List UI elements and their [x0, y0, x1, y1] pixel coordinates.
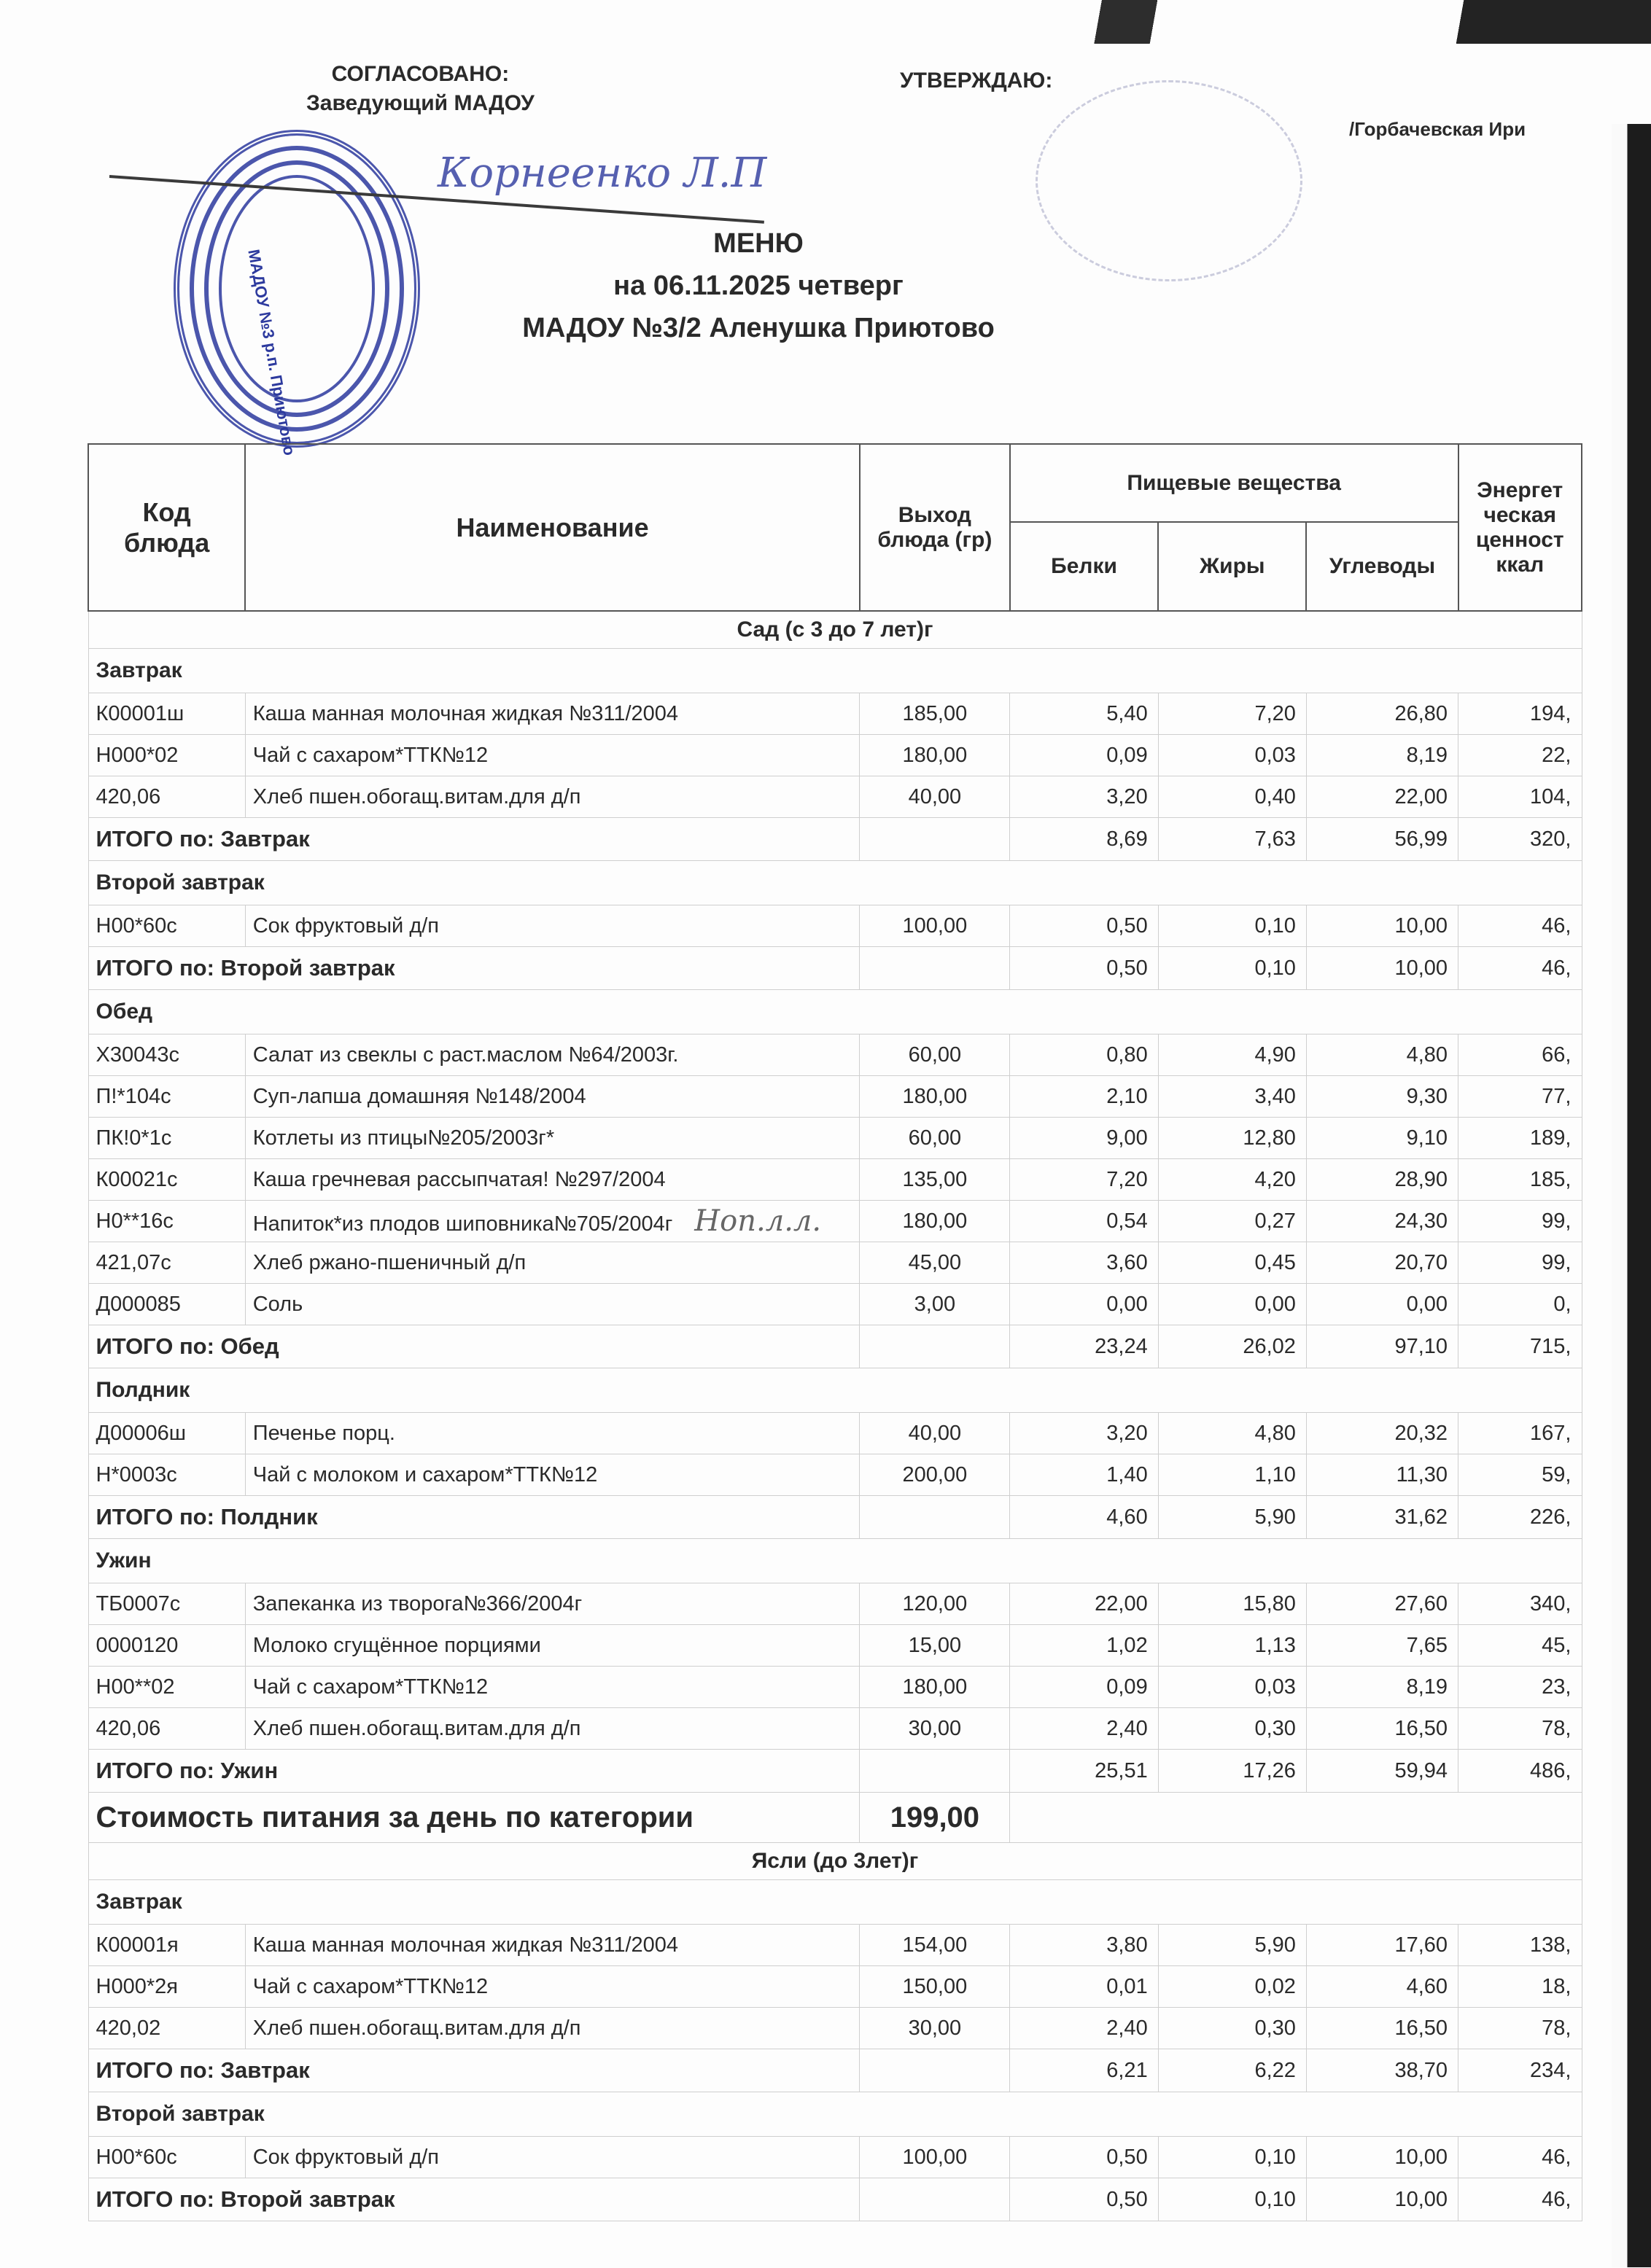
table-row	[88, 1583, 1582, 1625]
dish-proteins: 3,60	[1010, 1242, 1158, 1284]
dish-code: 420,02	[88, 2008, 245, 2049]
header-output: Выход блюда (гр)	[860, 444, 1010, 611]
dish-energy: 59,	[1458, 1454, 1582, 1496]
table-row	[88, 1118, 1582, 1159]
category-row	[88, 611, 1582, 649]
handwritten-note: Ноп.л.л.	[694, 1204, 822, 1238]
meal-heading-row	[88, 649, 1582, 693]
dish-carbs: 4,80	[1306, 1034, 1458, 1076]
dish-proteins: 0,80	[1010, 1034, 1158, 1076]
dish-energy: 78,	[1458, 2008, 1582, 2049]
header-fats: Жиры	[1158, 522, 1306, 611]
total-label: ИТОГО по: Полдник	[88, 1496, 860, 1539]
meal-total-row	[88, 2178, 1582, 2221]
dish-name-cell	[245, 693, 860, 735]
dish-output: 60,00	[860, 1034, 1010, 1076]
dish-code: 420,06	[88, 776, 245, 818]
dish-proteins: 7,20	[1010, 1159, 1158, 1201]
dish-fats: 12,80	[1158, 1118, 1306, 1159]
dish-fats: 0,45	[1158, 1242, 1306, 1284]
dish-output: 60,00	[860, 1118, 1010, 1159]
dish-energy: 23,	[1458, 1667, 1582, 1708]
dish-output: 200,00	[860, 1454, 1010, 1496]
dish-fats: 0,10	[1158, 2137, 1306, 2178]
table-row	[88, 1966, 1582, 2008]
dish-name-cell	[245, 1201, 860, 1242]
total-carbs: 59,94	[1306, 1750, 1458, 1793]
dish-name: Чай с сахаром*ТТК№12	[252, 1675, 489, 1699]
dish-fats: 0,40	[1158, 776, 1306, 818]
dish-code: ТБ0007с	[88, 1583, 245, 1625]
header-name: Наименование	[245, 444, 860, 611]
dish-name: Суп-лапша домашняя №148/2004	[252, 1084, 586, 1108]
dish-energy: 18,	[1458, 1966, 1582, 2008]
dish-name: Сок фруктовый д/п	[252, 913, 439, 938]
table-row	[88, 2008, 1582, 2049]
dish-code: Н00*60с	[88, 2137, 245, 2178]
dish-output: 100,00	[860, 2137, 1010, 2178]
total-fats: 0,10	[1158, 2178, 1306, 2221]
agreed-signature: Корнеенко Л.П	[438, 149, 767, 197]
dish-output: 3,00	[860, 1284, 1010, 1325]
dish-proteins: 0,09	[1010, 1667, 1158, 1708]
total-output-empty	[860, 818, 1010, 861]
dish-code: Х30043с	[88, 1034, 245, 1076]
meal-title: Второй завтрак	[88, 2092, 1582, 2137]
dish-carbs: 10,00	[1306, 905, 1458, 947]
dish-fats: 0,03	[1158, 735, 1306, 776]
total-energy: 486,	[1458, 1750, 1582, 1793]
meal-heading-row	[88, 1880, 1582, 1925]
total-fats: 0,10	[1158, 947, 1306, 990]
dish-name-cell	[245, 1625, 860, 1667]
dish-code: К00021с	[88, 1159, 245, 1201]
dish-name-cell	[245, 1708, 860, 1750]
dish-name: Молоко сгущённое порциями	[252, 1633, 541, 1657]
meal-heading-row	[88, 861, 1582, 905]
category-title: Сад (с 3 до 7 лет)г	[88, 611, 1582, 649]
dish-energy: 78,	[1458, 1708, 1582, 1750]
meal-heading-row	[88, 1539, 1582, 1583]
dish-name-cell	[245, 1583, 860, 1625]
photo-background-edge	[963, 0, 1651, 44]
dish-name: Соль	[252, 1292, 303, 1316]
dish-name-cell	[245, 905, 860, 947]
dish-proteins: 1,02	[1010, 1625, 1158, 1667]
dish-name: Печенье порц.	[252, 1421, 395, 1445]
table-row	[88, 1413, 1582, 1454]
dish-name-cell	[245, 1284, 860, 1325]
dish-proteins: 0,09	[1010, 735, 1158, 776]
document-title	[467, 222, 1050, 349]
dish-code: Д00006ш	[88, 1413, 245, 1454]
dish-proteins: 0,01	[1010, 1966, 1158, 2008]
dish-output: 100,00	[860, 905, 1010, 947]
dish-code: ПК!0*1с	[88, 1118, 245, 1159]
meal-total-row	[88, 1750, 1582, 1793]
table-row	[88, 1284, 1582, 1325]
meal-title: Второй завтрак	[88, 861, 1582, 905]
total-label: ИТОГО по: Завтрак	[88, 818, 860, 861]
dish-name: Салат из свеклы с раст.маслом №64/2003г.	[252, 1043, 679, 1067]
total-carbs: 31,62	[1306, 1496, 1458, 1539]
dish-carbs: 0,00	[1306, 1284, 1458, 1325]
dish-fats: 1,13	[1158, 1625, 1306, 1667]
total-label: ИТОГО по: Второй завтрак	[88, 947, 860, 990]
dish-energy: 22,	[1458, 735, 1582, 776]
dish-fats: 0,30	[1158, 1708, 1306, 1750]
dish-carbs: 8,19	[1306, 1667, 1458, 1708]
dish-code: 0000120	[88, 1625, 245, 1667]
dish-output: 180,00	[860, 735, 1010, 776]
dish-carbs: 17,60	[1306, 1925, 1458, 1966]
category-title: Ясли (до 3лет)г	[88, 1843, 1582, 1880]
dish-name: Котлеты из птицы№205/2003г*	[252, 1126, 555, 1150]
dish-carbs: 22,00	[1306, 776, 1458, 818]
total-proteins: 8,69	[1010, 818, 1158, 861]
daily-cost-empty	[1010, 1793, 1582, 1843]
dish-proteins: 3,20	[1010, 1413, 1158, 1454]
dish-fats: 5,90	[1158, 1925, 1306, 1966]
dish-name-cell	[245, 1925, 860, 1966]
meal-title: Ужин	[88, 1539, 1582, 1583]
dish-carbs: 28,90	[1306, 1159, 1458, 1201]
dish-carbs: 20,70	[1306, 1242, 1458, 1284]
dish-proteins: 0,50	[1010, 2137, 1158, 2178]
stamp-icon	[174, 130, 420, 448]
total-output-empty	[860, 1750, 1010, 1793]
table-row	[88, 1034, 1582, 1076]
dish-energy: 46,	[1458, 2137, 1582, 2178]
dish-code: П!*104с	[88, 1076, 245, 1118]
total-energy: 320,	[1458, 818, 1582, 861]
dish-code: Н00**02	[88, 1667, 245, 1708]
dish-energy: 77,	[1458, 1076, 1582, 1118]
header-carbs: Углеводы	[1306, 522, 1458, 611]
dish-proteins: 0,50	[1010, 905, 1158, 947]
total-proteins: 23,24	[1010, 1325, 1158, 1368]
dish-output: 185,00	[860, 693, 1010, 735]
dish-output: 150,00	[860, 1966, 1010, 2008]
menu-table	[88, 443, 1582, 2221]
dish-energy: 99,	[1458, 1242, 1582, 1284]
dish-name: Каша гречневая рассыпчатая! №297/2004	[252, 1167, 666, 1191]
meal-total-row	[88, 2049, 1582, 2092]
dish-name-cell	[245, 1667, 860, 1708]
total-carbs: 10,00	[1306, 947, 1458, 990]
dish-proteins: 2,40	[1010, 2008, 1158, 2049]
total-proteins: 4,60	[1010, 1496, 1158, 1539]
dish-fats: 1,10	[1158, 1454, 1306, 1496]
header-code: Код блюда	[88, 444, 245, 611]
agreed-position: Заведующий МАДОУ	[306, 91, 535, 115]
meal-heading-row	[88, 990, 1582, 1034]
dish-output: 40,00	[860, 776, 1010, 818]
stamp-icon	[1036, 80, 1302, 281]
dish-energy: 185,	[1458, 1159, 1582, 1201]
total-label: ИТОГО по: Завтрак	[88, 2049, 860, 2092]
dish-output: 180,00	[860, 1076, 1010, 1118]
table-row	[88, 1667, 1582, 1708]
dish-fats: 3,40	[1158, 1076, 1306, 1118]
total-fats: 7,63	[1158, 818, 1306, 861]
total-energy: 46,	[1458, 2178, 1582, 2221]
dish-name: Хлеб пшен.обогащ.витам.для д/п	[252, 784, 581, 808]
dish-proteins: 9,00	[1010, 1118, 1158, 1159]
dish-proteins: 0,54	[1010, 1201, 1158, 1242]
dish-fats: 4,90	[1158, 1034, 1306, 1076]
meal-heading-row	[88, 2092, 1582, 2137]
dish-proteins: 0,00	[1010, 1284, 1158, 1325]
dish-proteins: 2,10	[1010, 1076, 1158, 1118]
dish-energy: 138,	[1458, 1925, 1582, 1966]
photo-background-edge	[1612, 124, 1651, 2267]
dish-fats: 4,20	[1158, 1159, 1306, 1201]
meal-heading-row	[88, 1368, 1582, 1413]
dish-name: Напиток*из плодов шиповника№705/2004г	[252, 1212, 673, 1236]
dish-energy: 46,	[1458, 905, 1582, 947]
dish-energy: 167,	[1458, 1413, 1582, 1454]
dish-carbs: 20,32	[1306, 1413, 1458, 1454]
total-energy: 46,	[1458, 947, 1582, 990]
meal-title: Обед	[88, 990, 1582, 1034]
daily-cost-label: Стоимость питания за день по категории	[88, 1793, 860, 1843]
dish-name: Каша манная молочная жидкая №311/2004	[252, 1933, 679, 1957]
dish-code: 420,06	[88, 1708, 245, 1750]
dish-name-cell	[245, 1076, 860, 1118]
total-proteins: 6,21	[1010, 2049, 1158, 2092]
table-row	[88, 1454, 1582, 1496]
meal-total-row	[88, 1325, 1582, 1368]
agreed-label: СОГЛАСОВАНО:	[331, 62, 510, 86]
total-carbs: 38,70	[1306, 2049, 1458, 2092]
table-row	[88, 693, 1582, 735]
dish-code: Н*0003с	[88, 1454, 245, 1496]
dish-name: Хлеб пшен.обогащ.витам.для д/п	[252, 2016, 581, 2040]
total-fats: 17,26	[1158, 1750, 1306, 1793]
dish-carbs: 24,30	[1306, 1201, 1458, 1242]
total-energy: 226,	[1458, 1496, 1582, 1539]
total-carbs: 10,00	[1306, 2178, 1458, 2221]
total-carbs: 97,10	[1306, 1325, 1458, 1368]
table-row	[88, 1708, 1582, 1750]
dish-output: 120,00	[860, 1583, 1010, 1625]
dish-energy: 194,	[1458, 693, 1582, 735]
dish-code: К00001я	[88, 1925, 245, 1966]
dish-name: Каша манная молочная жидкая №311/2004	[252, 701, 679, 725]
table-row	[88, 905, 1582, 947]
dish-output: 30,00	[860, 1708, 1010, 1750]
dish-energy: 45,	[1458, 1625, 1582, 1667]
dish-code: 421,07с	[88, 1242, 245, 1284]
total-proteins: 0,50	[1010, 947, 1158, 990]
dish-carbs: 9,30	[1306, 1076, 1458, 1118]
title-date: на 06.11.2025 четверг	[613, 270, 904, 301]
total-carbs: 56,99	[1306, 818, 1458, 861]
dish-fats: 0,03	[1158, 1667, 1306, 1708]
total-energy: 234,	[1458, 2049, 1582, 2092]
dish-name: Сок фруктовый д/п	[252, 2145, 439, 2169]
total-proteins: 25,51	[1010, 1750, 1158, 1793]
meal-title: Полдник	[88, 1368, 1582, 1413]
meal-title: Завтрак	[88, 649, 1582, 693]
dish-energy: 0,	[1458, 1284, 1582, 1325]
dish-carbs: 27,60	[1306, 1583, 1458, 1625]
dish-name: Чай с сахаром*ТТК№12	[252, 1974, 489, 1998]
total-output-empty	[860, 1325, 1010, 1368]
table-row	[88, 776, 1582, 818]
dish-name: Запеканка из творога№366/2004г	[252, 1591, 583, 1616]
dish-fats: 0,27	[1158, 1201, 1306, 1242]
dish-carbs: 7,65	[1306, 1625, 1458, 1667]
header-proteins: Белки	[1010, 522, 1158, 611]
meal-total-row	[88, 947, 1582, 990]
dish-fats: 0,02	[1158, 1966, 1306, 2008]
dish-output: 135,00	[860, 1159, 1010, 1201]
dish-code: Д000085	[88, 1284, 245, 1325]
header-energy: Энергет ческая ценност ккал	[1458, 444, 1582, 611]
dish-carbs: 4,60	[1306, 1966, 1458, 2008]
approve-label: УТВЕРЖДАЮ:	[900, 69, 1053, 93]
meal-total-row	[88, 818, 1582, 861]
dish-fats: 0,10	[1158, 905, 1306, 947]
meal-title: Завтрак	[88, 1880, 1582, 1925]
menu-table-body	[88, 611, 1582, 2221]
dish-name-cell	[245, 1034, 860, 1076]
total-label: ИТОГО по: Второй завтрак	[88, 2178, 860, 2221]
table-row	[88, 1925, 1582, 1966]
dish-name-cell	[245, 2137, 860, 2178]
total-energy: 715,	[1458, 1325, 1582, 1368]
dish-name-cell	[245, 1118, 860, 1159]
dish-code: Н000*02	[88, 735, 245, 776]
dish-code: Н0**16с	[88, 1201, 245, 1242]
dish-name-cell	[245, 1966, 860, 2008]
total-fats: 5,90	[1158, 1496, 1306, 1539]
approver-name: /Горбачевская Ири	[1349, 118, 1526, 140]
table-row	[88, 1159, 1582, 1201]
dish-carbs: 16,50	[1306, 2008, 1458, 2049]
dish-code: Н000*2я	[88, 1966, 245, 2008]
dish-output: 154,00	[860, 1925, 1010, 1966]
dish-name-cell	[245, 1242, 860, 1284]
total-fats: 6,22	[1158, 2049, 1306, 2092]
dish-output: 15,00	[860, 1625, 1010, 1667]
dish-energy: 104,	[1458, 776, 1582, 818]
dish-name-cell	[245, 776, 860, 818]
total-fats: 26,02	[1158, 1325, 1306, 1368]
dish-fats: 15,80	[1158, 1583, 1306, 1625]
dish-proteins: 2,40	[1010, 1708, 1158, 1750]
total-label: ИТОГО по: Обед	[88, 1325, 860, 1368]
dish-code: Н00*60с	[88, 905, 245, 947]
dish-output: 180,00	[860, 1201, 1010, 1242]
dish-fats: 0,00	[1158, 1284, 1306, 1325]
dish-proteins: 5,40	[1010, 693, 1158, 735]
dish-name-cell	[245, 735, 860, 776]
total-proteins: 0,50	[1010, 2178, 1158, 2221]
dish-carbs: 10,00	[1306, 2137, 1458, 2178]
table-row	[88, 1076, 1582, 1118]
dish-proteins: 22,00	[1010, 1583, 1158, 1625]
title-menu: МЕНЮ	[713, 228, 804, 259]
dish-carbs: 9,10	[1306, 1118, 1458, 1159]
dish-name-cell	[245, 1413, 860, 1454]
dish-code: К00001ш	[88, 693, 245, 735]
total-label: ИТОГО по: Ужин	[88, 1750, 860, 1793]
dish-name: Чай с сахаром*ТТК№12	[252, 743, 489, 767]
category-row	[88, 1843, 1582, 1880]
dish-energy: 340,	[1458, 1583, 1582, 1625]
dish-fats: 0,30	[1158, 2008, 1306, 2049]
dish-name-cell	[245, 1159, 860, 1201]
dish-output: 45,00	[860, 1242, 1010, 1284]
table-row	[88, 1201, 1582, 1242]
dish-output: 180,00	[860, 1667, 1010, 1708]
table-row	[88, 735, 1582, 776]
meal-total-row	[88, 1496, 1582, 1539]
dish-carbs: 8,19	[1306, 735, 1458, 776]
dish-fats: 4,80	[1158, 1413, 1306, 1454]
dish-proteins: 3,20	[1010, 776, 1158, 818]
dish-energy: 189,	[1458, 1118, 1582, 1159]
dish-name-cell	[245, 2008, 860, 2049]
dish-name: Чай с молоком и сахаром*ТТК№12	[252, 1462, 598, 1486]
dish-proteins: 3,80	[1010, 1925, 1158, 1966]
dish-carbs: 26,80	[1306, 693, 1458, 735]
dish-proteins: 1,40	[1010, 1454, 1158, 1496]
stamp-text: МАДОУ №3 р.п. Приютово	[244, 248, 299, 457]
dish-fats: 7,20	[1158, 693, 1306, 735]
dish-energy: 66,	[1458, 1034, 1582, 1076]
title-institution: МАДОУ №3/2 Аленушка Приютово	[522, 313, 995, 343]
total-output-empty	[860, 1496, 1010, 1539]
total-output-empty	[860, 947, 1010, 990]
dish-name: Хлеб пшен.обогащ.витам.для д/п	[252, 1716, 581, 1740]
total-output-empty	[860, 2049, 1010, 2092]
dish-energy: 99,	[1458, 1201, 1582, 1242]
table-row	[88, 1242, 1582, 1284]
agreed-block	[306, 60, 535, 118]
dish-carbs: 11,30	[1306, 1454, 1458, 1496]
header-nutrients: Пищевые вещества	[1010, 444, 1458, 522]
dish-output: 40,00	[860, 1413, 1010, 1454]
daily-cost-row	[88, 1793, 1582, 1843]
dish-output: 30,00	[860, 2008, 1010, 2049]
total-output-empty	[860, 2178, 1010, 2221]
table-row	[88, 2137, 1582, 2178]
table-row	[88, 1625, 1582, 1667]
daily-cost-value: 199,00	[860, 1793, 1010, 1843]
dish-name-cell	[245, 1454, 860, 1496]
dish-name: Хлеб ржано-пшеничный д/п	[252, 1250, 527, 1274]
dish-carbs: 16,50	[1306, 1708, 1458, 1750]
